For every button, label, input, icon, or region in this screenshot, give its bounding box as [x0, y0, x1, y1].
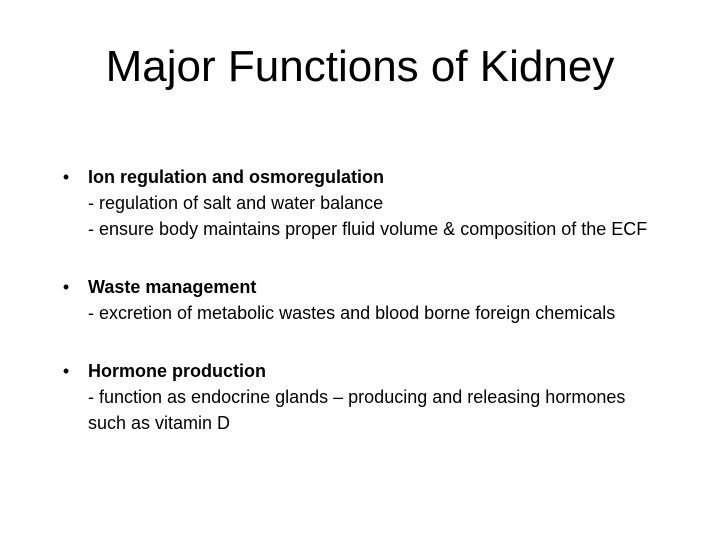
bullet-list	[56, 164, 656, 436]
bullet-detail: - ensure body maintains proper fluid volume & composition of the ECF	[88, 219, 648, 239]
bullet-marker: •	[62, 361, 70, 381]
bullet-ion-regulation	[56, 164, 656, 242]
bullet-detail: - function as endocrine glands – producing and releasing hormones such as vitamin D	[88, 387, 626, 433]
bullet-detail: - regulation of salt and water balance	[88, 193, 384, 213]
bullet-detail: - excretion of metabolic wastes and blood borne foreign chemicals	[88, 303, 616, 323]
bullet-heading: Hormone production	[88, 361, 266, 381]
bullet-marker: •	[62, 167, 70, 187]
bullet-marker: •	[62, 277, 70, 297]
bullet-heading: Ion regulation and osmoregulation	[88, 167, 385, 187]
bullet-hormone-production	[56, 358, 656, 436]
slide-title: Major Functions of Kidney	[105, 42, 615, 91]
bullet-heading: Waste management	[88, 277, 257, 297]
bullet-waste-management	[56, 274, 656, 326]
